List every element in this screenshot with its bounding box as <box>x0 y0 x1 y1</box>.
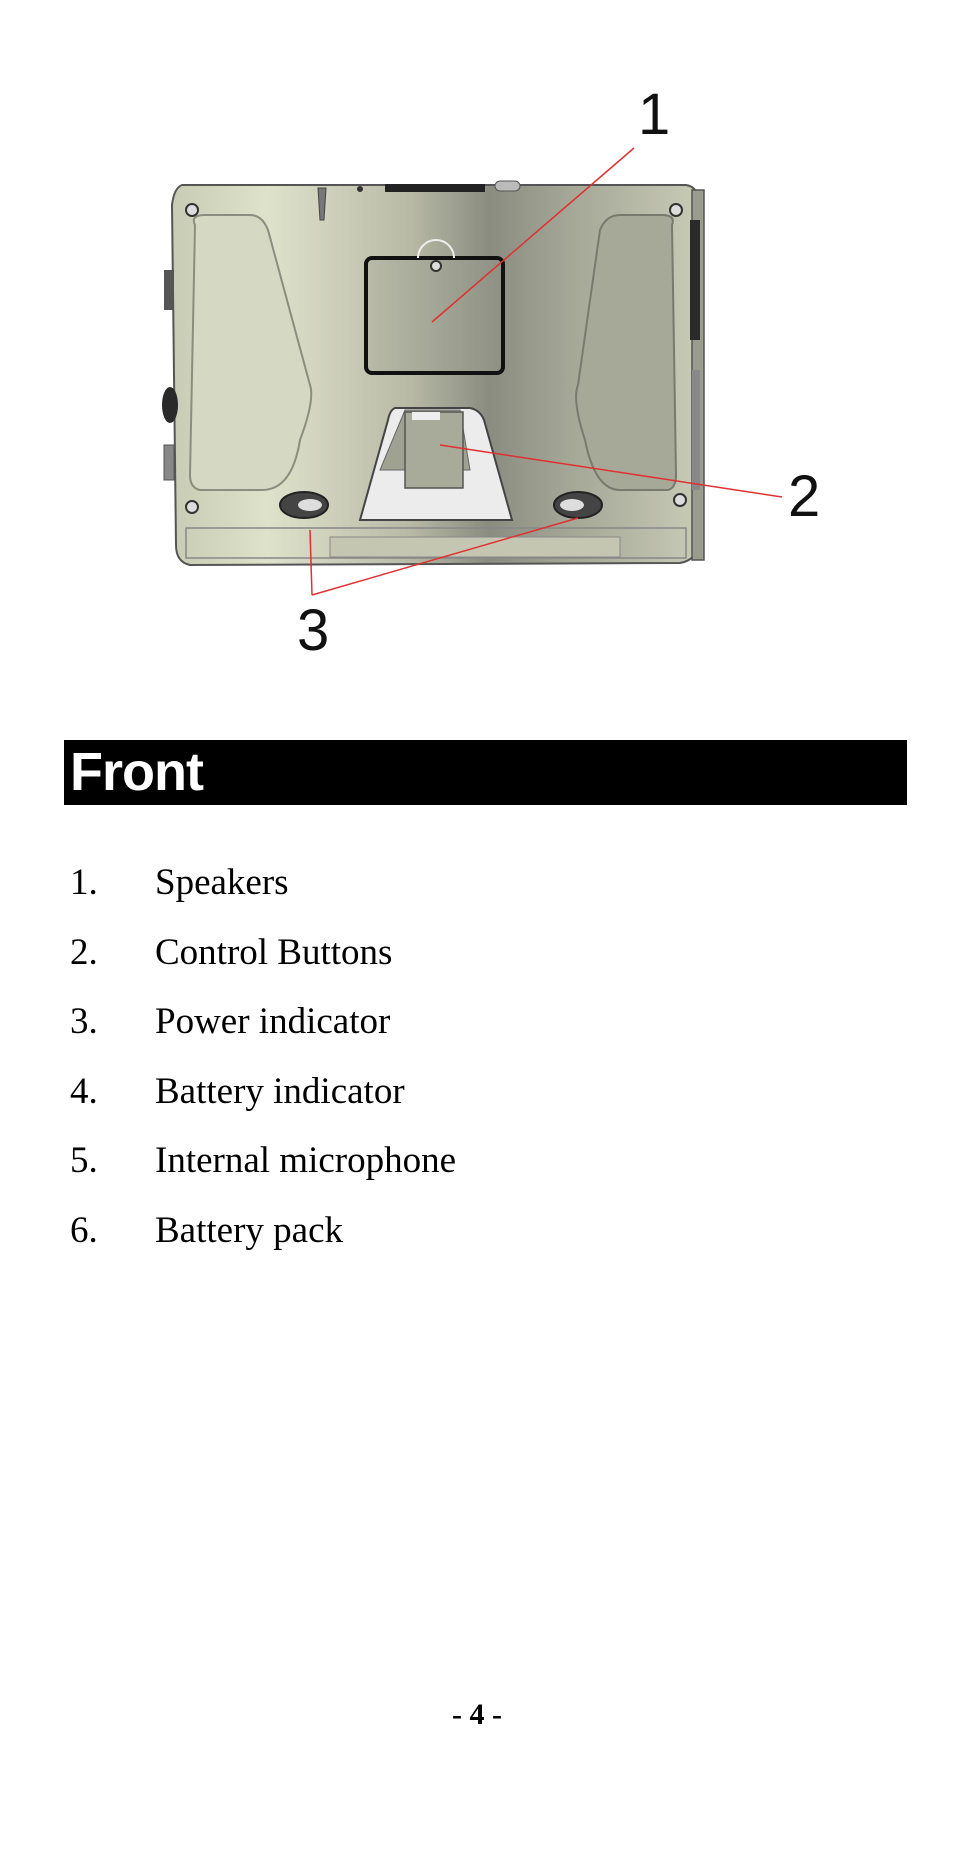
device-back-figure <box>0 0 954 680</box>
item-label: Control Buttons <box>155 931 393 973</box>
item-label: Speakers <box>155 862 289 903</box>
page-number: - 4 - <box>452 1698 502 1731</box>
compartment-cover <box>366 258 503 373</box>
item-number: 1. <box>70 862 98 903</box>
item-number: 6. <box>70 1209 98 1251</box>
item-number: 4. <box>70 1070 98 1112</box>
item-label: Battery pack <box>155 1209 343 1251</box>
device-illustration <box>0 0 954 680</box>
section-header <box>64 740 907 805</box>
item-number: 2. <box>70 931 98 973</box>
item-number: 3. <box>70 1001 98 1042</box>
callout-3: 3 <box>297 598 330 663</box>
item-number: 5. <box>70 1140 98 1181</box>
section-title: Front <box>70 742 203 802</box>
item-label: Battery indicator <box>155 1070 405 1112</box>
callout-1: 1 <box>638 82 671 147</box>
item-label: Internal microphone <box>155 1140 457 1181</box>
item-label: Power indicator <box>155 1001 391 1042</box>
callout-2: 2 <box>788 464 821 529</box>
